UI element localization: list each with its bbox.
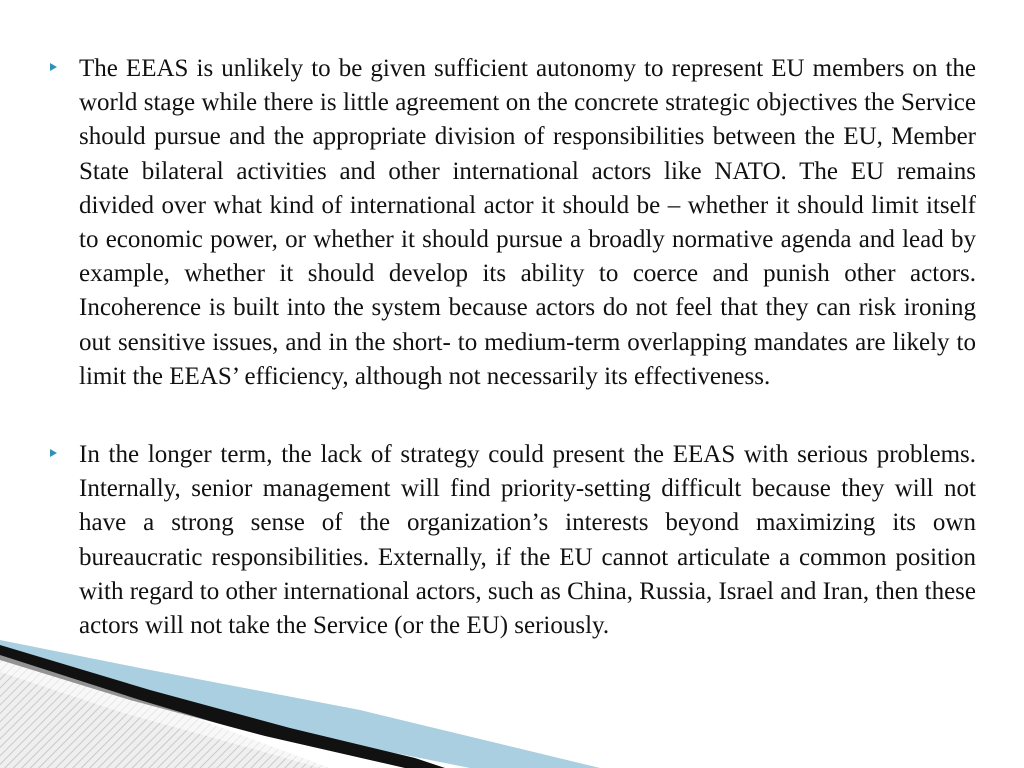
triangle-bullet-icon — [50, 63, 57, 71]
bullet-text: The EEAS is unlikely to be given sufficient autonomy to represent EU members on the world stage while there is little agreement on the concrete strategic objectives the Service should pursue and the appropriate division of responsibilities between the EU, Member State bilateral activities and other international actors like NATO. The EU remains divided over what kind of international actor it should be – whether it should limit itself to economic power, or whether it should pursue a broadly normative agenda and lead by example, whether it should develop its ability to coerce and punish other actors. Incoherence is built into the system because actors do not feel that they can risk ironing out sensitive issues, and in the short- to medium-term overlapping mandates are likely to limit the EEAS’ efficiency, although not necessarily its effectiveness. — [79, 55, 976, 390]
triangle-bullet-icon — [50, 449, 57, 457]
bullet-item — [50, 438, 976, 643]
bullet-text: In the longer term, the lack of strategy could present the EEAS with serious problems. Internally, senior management will find priority-setting difficult because they will not have a strong sense of the organization’s interests beyond maximizing its own bureaucratic responsibilities. Externally, if the EU cannot articulate a common position with regard to other international actors, such as China, Russia, Israel and Iran, then these actors will not take the Service (or the EU) seriously. — [79, 441, 976, 640]
slide-content — [50, 52, 976, 643]
bullet-item — [50, 52, 976, 394]
